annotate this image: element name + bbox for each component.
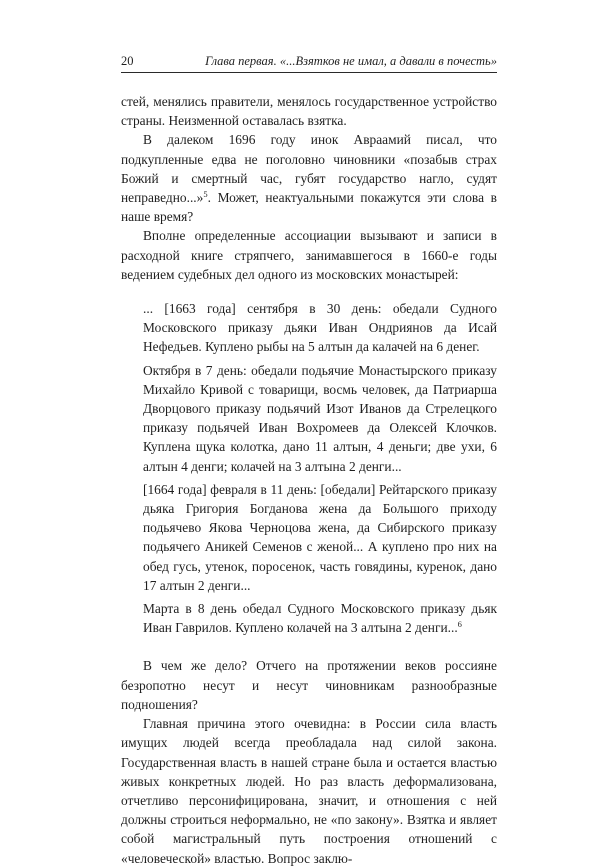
running-title: Глава первая. «...Взятков не имал, а давали в почесть» bbox=[205, 54, 497, 68]
paragraph-main-reason: Главная причина этого очевидна: в России сила власть имущих людей всегда преобладала над силой закона. Государственная власть в нашей стране была и остается властью живых конкретных людей. Но раз власть деформализована, отчетливо персонифицирована, значит, и отношения с ней должны строиться неформально, не «по закону». Взятка и являет собой магистральный путь построения отношений с «человеческой» властью. Вопрос заклю- bbox=[121, 716, 497, 866]
quote-entry-1664-feb: [1664 года] февраля в 11 день: [обедали] Рейтарского приказу дьяка Григория Богданова жена да Большого приходу подьячево Якова Черноцова жена, да Сибирского приказу подьячего Аникей Семенов с женой... А куплено про них на обед гусь, утенок, поросенок, часть говядины, куренок, дано 17 алтын 2 денги... bbox=[143, 481, 497, 593]
paragraph-text: В далеком 1696 году инок Авраамий писал, что подкупленные едва не поголовно чиновники «позабыв страх Божий и смертный час, губят государство нагло, судят неправедно...» bbox=[121, 132, 497, 206]
paragraph-intro-quote: Вполне определенные ассоциации вызывают и записи в расходной книге стряпчего, занимавшегося в 1660-е годы ведением судебных дел одного из московских монастырей: bbox=[121, 228, 497, 282]
page-number: 20 bbox=[121, 54, 134, 68]
quote-entry-1663-oct: Октября в 7 день: обедали подьячие Монастырского приказу Михайло Кривой с товарищи, восмь человек, да Патриарша Дворцового приказу подьячий Изот Иванов да Стрелецкого приказу подьячей Иван Вохромеев да Олексей Клочков. Куплена щука колотка, дано 11 алтын, 4 деньги; две ухи, 6 алтын 4 денги; колачей на 3 алтына 2 денги... bbox=[143, 362, 497, 474]
paragraph-question: В чем же дело? Отчего на протяжении веков россияне безропотно несут и несут чиновникам разнообразные подношения? bbox=[121, 658, 497, 712]
footnote-ref-6: 6 bbox=[457, 619, 462, 630]
paragraph-avraamiy bbox=[121, 130, 497, 226]
paragraph-text-tail: . Может, неактуальными покажутся эти слова в наше время? bbox=[121, 190, 497, 225]
quote-entry-text: Марта в 8 день обедал Судного Московского приказу дьяк Иван Гаврилов. Куплено колачей на 3 алтына 2 денги... bbox=[143, 601, 497, 636]
page-header bbox=[121, 52, 497, 73]
quote-entry-1664-mar bbox=[143, 599, 497, 637]
footnote-ref-5: 5 bbox=[203, 189, 208, 200]
block-quote bbox=[143, 299, 497, 637]
quote-entry-1663-sept: ... [1663 года] сентября в 30 день: обедали Судного Московского приказу дьяки Иван Ондриянов да Исай Нефедьев. Куплено рыбы на 5 алтын да калачей на 6 денег. bbox=[143, 301, 497, 355]
body-text bbox=[121, 92, 497, 868]
paragraph-continuation: стей, менялись правители, менялось государственное устройство страны. Неизменной оставалась взятка. bbox=[121, 94, 497, 129]
